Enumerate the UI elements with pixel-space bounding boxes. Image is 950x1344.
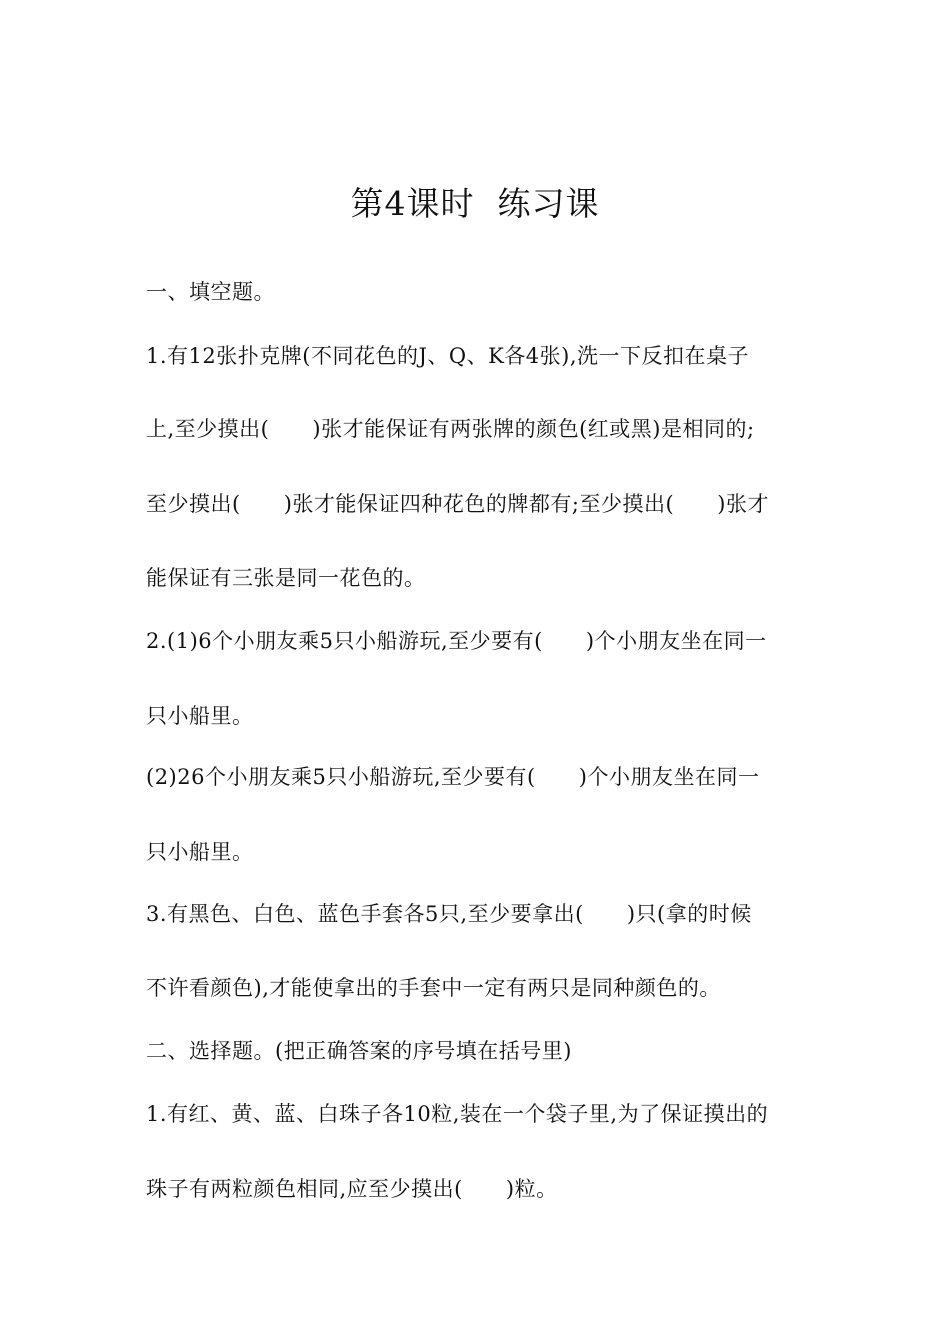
question-2-2-line-1: (2)26个小朋友乘5只小船游玩,至少要有( )个小朋友坐在同一 bbox=[146, 765, 760, 789]
question-1-line-2: 上,至少摸出( )张才能保证有两张牌的颜色(红或黑)是相同的; bbox=[146, 417, 755, 441]
page-title: 第4课时 练习课 bbox=[350, 184, 600, 223]
question-3-line-2: 不许看颜色),才能使拿出的手套中一定有两只是同种颜色的。 bbox=[146, 976, 721, 1000]
choice-1-line-1: 1.有红、黄、蓝、白珠子各10粒,装在一个袋子里,为了保证摸出的 bbox=[146, 1102, 769, 1126]
section-heading-fill-blank: 一、填空题。 bbox=[146, 280, 275, 304]
question-2-1-line-1: 2.(1)6个小朋友乘5只小船游玩,至少要有( )个小朋友坐在同一 bbox=[146, 629, 767, 653]
question-1-line-1: 1.有12张扑克牌(不同花色的J、Q、K各4张),洗一下反扣在桌子 bbox=[146, 344, 750, 368]
question-2-1-line-2: 只小船里。 bbox=[146, 704, 254, 728]
question-3-line-1: 3.有黑色、白色、蓝色手套各5只,至少要拿出( )只(拿的时候 bbox=[146, 902, 752, 926]
question-1-line-4: 能保证有三张是同一花色的。 bbox=[146, 566, 426, 590]
question-2-2-line-2: 只小船里。 bbox=[146, 840, 254, 864]
section-heading-multiple-choice: 二、选择题。(把正确答案的序号填在括号里) bbox=[146, 1039, 572, 1063]
choice-1-line-2: 珠子有两粒颜色相同,应至少摸出( )粒。 bbox=[146, 1177, 558, 1201]
question-1-line-3: 至少摸出( )张才能保证四种花色的牌都有;至少摸出( )张才 bbox=[146, 492, 769, 516]
